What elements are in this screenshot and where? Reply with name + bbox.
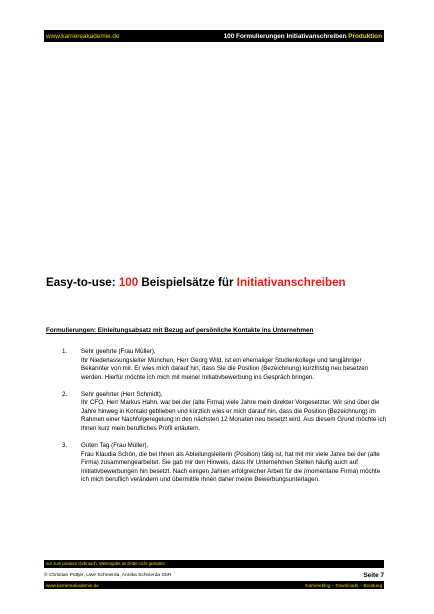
footer-notice: nur zum privaten Gebrauch, Weitergabe an Dritte nicht gestattet bbox=[44, 560, 384, 568]
header-website[interactable]: www.karriereakademie.de bbox=[46, 32, 120, 40]
header-bar bbox=[44, 30, 384, 42]
footer-copyright-row bbox=[44, 571, 384, 580]
page-number: Seite 7 bbox=[363, 572, 384, 579]
list-item-number: 1. bbox=[62, 348, 68, 355]
list-item-number: 2. bbox=[62, 390, 68, 398]
section-heading: Formulierungen: Einleitungsabsatz mit Bezug auf persönliche Kontakte ins Unternehmen bbox=[46, 327, 314, 334]
title-number: 100 bbox=[118, 276, 139, 289]
title-highlight: Initiativanschreiben bbox=[236, 276, 346, 289]
header-title bbox=[224, 33, 382, 40]
list-item bbox=[62, 391, 387, 434]
list-item bbox=[62, 348, 387, 382]
page-title bbox=[46, 276, 386, 289]
header-title-prefix: 100 Formulierungen Initiativanschreiben bbox=[223, 32, 347, 40]
footer-website[interactable]: www.karriereakademie.de bbox=[46, 582, 99, 588]
list-item-text: Sehr geehrte (Frau Müller), Ihr Niederlassungsleiter München, Herr Georg Wild, ist ein ehemaliger Studienkollege und langjähriger Bekannter von mir. Er wies mich darauf hin, dass Sie die Position (Bezeichnung) kurzfristig neu besetzen werden. Hierfür möchte ich mich mit meiner Initiativbewerbung ins Gespräch bringen. bbox=[81, 348, 369, 381]
header-title-highlight: Produktion bbox=[348, 32, 382, 40]
list-item-text: Guten Tag (Frau Müller), Frau Klaudia Schön, die bei Ihnen als Abteilungsleiterin (Position) tätig ist, hat mit mir viele Jahre bei der (alte Firma) zusammengearbeitet. Sie gab mir den Hinweis, dass Ihr Unternehmen Stellen häufig auch auf Initiativbewerbungen hin besetzt. Nach einigen Jahren erfolgreicher Arbeit für die (momentane Firma) möchte ich mich beruflich verändern und übermittle Ihnen daher meine Bewerbungsunterlagen. bbox=[81, 442, 381, 484]
list-item bbox=[62, 442, 387, 485]
letter-list bbox=[62, 348, 387, 493]
title-part2: Beispielsätze für bbox=[138, 276, 237, 289]
footer-bar bbox=[44, 581, 384, 589]
list-item-number: 3. bbox=[62, 442, 68, 450]
title-part1: Easy-to-use: bbox=[46, 276, 119, 289]
footer-copyright: © Christian Püttjer, Uwe Schnierda, Annika Schnierda GbR bbox=[44, 573, 172, 578]
list-item-text: Sehr geehrter (Herr Schmidt), Ihr CFO, Herr Markus Hahn, war bei der (alte Firma) viele Jahre mein direkter Vorgesetzter. Wir sind über die Jahre hinweg in Kontakt geblieben und kürzlich wies er mich darauf hin, dass die Position (Bezeichnung) im Rahmen einer Nachfolgeregelung in den nächsten 12 Monaten neu besetzt wird. Aus diesem Grund möchte ich Ihnen kurz mein berufliches Profil erläutern. bbox=[81, 390, 387, 432]
footer-links[interactable]: Karriereblog – Downloads – Beratung bbox=[305, 582, 382, 588]
